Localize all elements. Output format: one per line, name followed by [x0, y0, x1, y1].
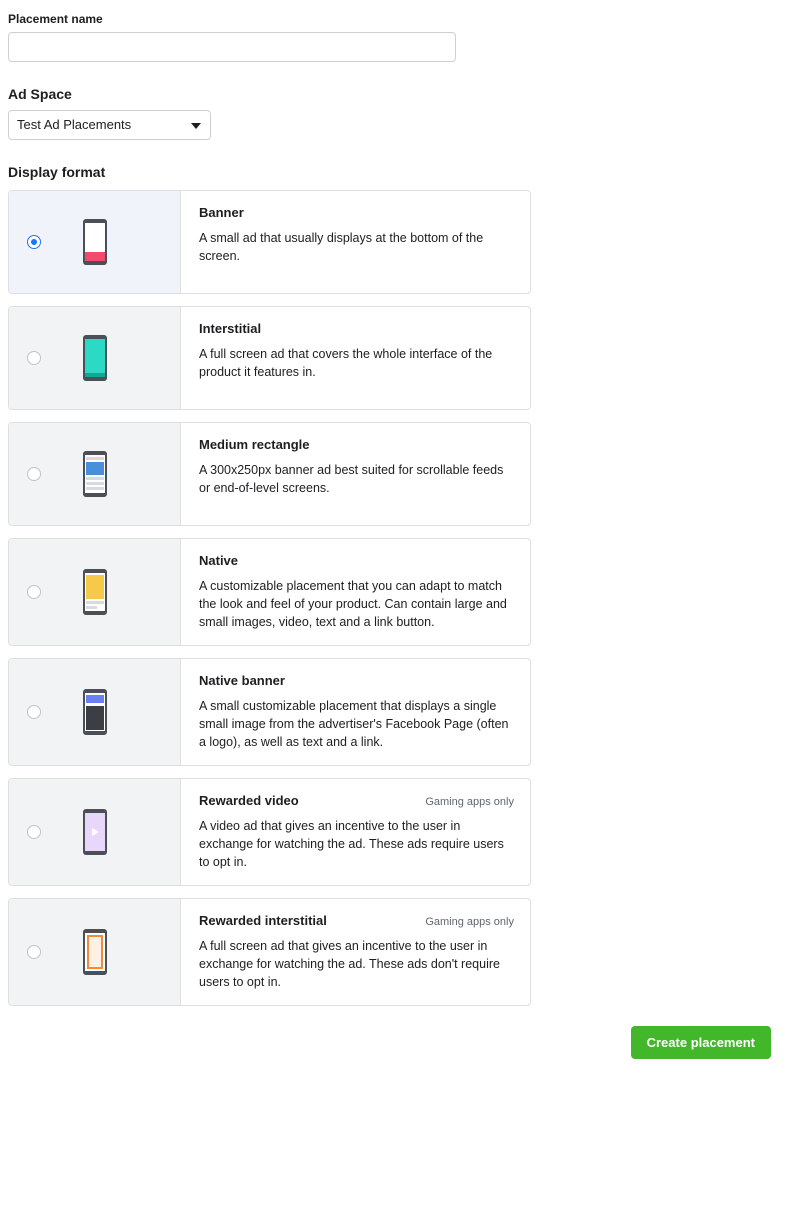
format-option-interstitial-body: [181, 307, 530, 409]
format-option-banner[interactable]: [8, 190, 531, 294]
form-footer: [0, 1026, 771, 1059]
format-option-rewarded-interstitial[interactable]: [8, 898, 531, 1006]
display-format-list: [8, 190, 531, 1006]
format-option-rewarded-video[interactable]: [8, 778, 531, 886]
format-title: Banner: [199, 205, 244, 220]
format-option-rewarded-video-body: [181, 779, 530, 885]
format-description: A full screen ad that covers the whole interface of the product it features in.: [199, 347, 493, 379]
radio-banner[interactable]: [27, 235, 41, 249]
format-tag: Gaming apps only: [425, 796, 514, 808]
format-description: A small customizable placement that displays a single small image from the advertiser's Facebook Page (often a logo), as well as text and a link.: [199, 699, 509, 749]
phone-native-banner-icon: [83, 689, 107, 735]
format-description: A small ad that usually displays at the bottom of the screen.: [199, 231, 484, 263]
placement-name-label: Placement name: [8, 12, 103, 26]
format-option-native-body: [181, 539, 530, 645]
format-option-rewarded-interstitial-body: [181, 899, 530, 1005]
radio-native-banner[interactable]: [27, 705, 41, 719]
phone-medium-rectangle-icon: [83, 451, 107, 497]
format-option-rewarded-video-left[interactable]: [9, 779, 181, 885]
format-option-medium-rectangle-body: [181, 423, 530, 525]
format-description: A full screen ad that gives an incentive to the user in exchange for watching the ad. These ads don't require users to opt in.: [199, 939, 500, 989]
format-title: Rewarded video: [199, 793, 299, 808]
format-option-medium-rectangle[interactable]: [8, 422, 531, 526]
format-title: Medium rectangle: [199, 437, 310, 452]
format-description: A customizable placement that you can adapt to match the look and feel of your product. Can contain large and small images, video, text and a link button.: [199, 579, 507, 629]
format-title: Interstitial: [199, 321, 262, 336]
format-option-banner-left[interactable]: [9, 191, 181, 293]
format-option-banner-body: [181, 191, 530, 293]
phone-rewarded-interstitial-icon: [83, 929, 107, 975]
format-option-native-banner-left[interactable]: [9, 659, 181, 765]
format-option-medium-rectangle-left[interactable]: [9, 423, 181, 525]
radio-medium-rectangle[interactable]: [27, 467, 41, 481]
ad-space-selected-value[interactable]: Test Ad Placements: [8, 110, 211, 140]
format-title: Rewarded interstitial: [199, 913, 327, 928]
phone-interstitial-icon: [83, 335, 107, 381]
format-option-interstitial[interactable]: [8, 306, 531, 410]
phone-banner-icon: [83, 219, 107, 265]
format-option-native-banner[interactable]: [8, 658, 531, 766]
format-description: A 300x250px banner ad best suited for scrollable feeds or end-of-level screens.: [199, 463, 504, 495]
format-option-rewarded-interstitial-left[interactable]: [9, 899, 181, 1005]
chevron-down-icon: [191, 123, 201, 129]
radio-rewarded-interstitial[interactable]: [27, 945, 41, 959]
ad-space-select[interactable]: [8, 110, 211, 140]
radio-rewarded-video[interactable]: [27, 825, 41, 839]
display-format-label: Display format: [8, 164, 106, 180]
placement-name-input[interactable]: [8, 32, 456, 62]
format-title: Native banner: [199, 673, 285, 688]
format-tag: Gaming apps only: [425, 916, 514, 928]
phone-rewarded-video-icon: [83, 809, 107, 855]
format-description: A video ad that gives an incentive to the user in exchange for watching the ad. These ads require users to opt in.: [199, 819, 504, 869]
format-option-interstitial-left[interactable]: [9, 307, 181, 409]
phone-native-icon: [83, 569, 107, 615]
format-option-native[interactable]: [8, 538, 531, 646]
radio-interstitial[interactable]: [27, 351, 41, 365]
create-placement-button[interactable]: Create placement: [631, 1026, 771, 1059]
format-option-native-left[interactable]: [9, 539, 181, 645]
format-title: Native: [199, 553, 239, 568]
format-option-native-banner-body: [181, 659, 530, 765]
ad-space-label: Ad Space: [8, 86, 72, 102]
radio-native[interactable]: [27, 585, 41, 599]
